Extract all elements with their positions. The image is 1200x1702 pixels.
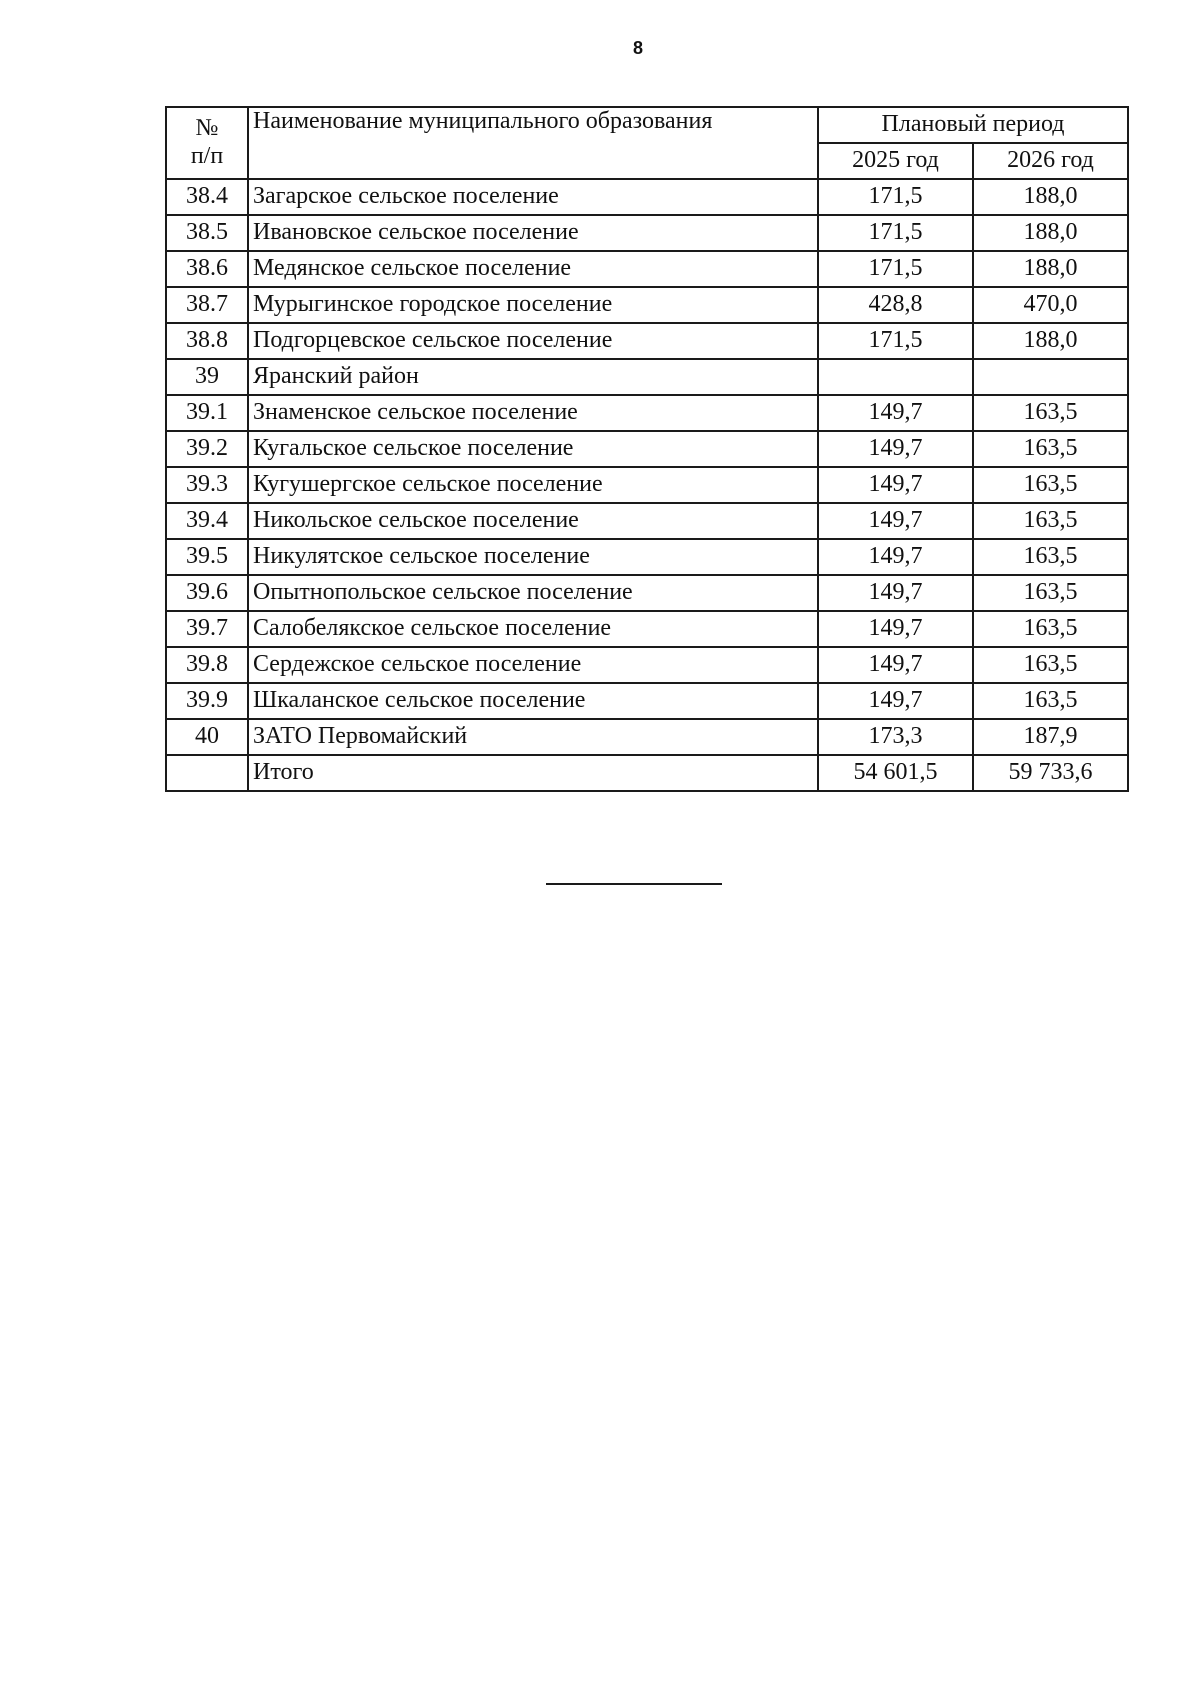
row-name-cell: Медянское сельское поселение (248, 251, 818, 287)
table-row (166, 395, 1128, 431)
row-value-2025-cell: 428,8 (818, 287, 973, 323)
row-value-2025-cell: 149,7 (818, 431, 973, 467)
row-value-2025-cell: 171,5 (818, 215, 973, 251)
row-name-cell: Подгорцевское сельское поселение (248, 323, 818, 359)
header-number-line1: № (195, 115, 219, 142)
table-row (166, 719, 1128, 755)
row-number-cell: 39.5 (166, 539, 248, 575)
row-name-cell: Знаменское сельское поселение (248, 395, 818, 431)
table-row (166, 323, 1128, 359)
table-header-row-1 (166, 107, 1128, 143)
row-value-2026-cell: 163,5 (973, 539, 1128, 575)
row-value-2026-cell: 188,0 (973, 251, 1128, 287)
row-value-2025-cell: 171,5 (818, 179, 973, 215)
row-name-cell: Салобелякское сельское поселение (248, 611, 818, 647)
row-name-cell: Никольское сельское поселение (248, 503, 818, 539)
row-value-2025-cell: 149,7 (818, 683, 973, 719)
row-value-2025-cell: 171,5 (818, 323, 973, 359)
closing-divider-line (546, 883, 722, 885)
row-value-2025-cell: 149,7 (818, 575, 973, 611)
row-value-2025-cell: 149,7 (818, 539, 973, 575)
header-number (166, 107, 248, 179)
table-row (166, 647, 1128, 683)
header-period-text: Плановый период (881, 111, 1065, 138)
table-row (166, 179, 1128, 215)
header-year-2025: 2025 год (818, 143, 973, 179)
header-period (818, 107, 1128, 143)
row-number-cell: 38.5 (166, 215, 248, 251)
row-value-2026-cell (973, 359, 1128, 395)
table-row (166, 755, 1128, 791)
row-number-cell: 39.8 (166, 647, 248, 683)
table-row (166, 215, 1128, 251)
row-value-2026-cell: 163,5 (973, 395, 1128, 431)
table-row (166, 467, 1128, 503)
row-value-2026-cell: 187,9 (973, 719, 1128, 755)
row-number-cell: 39.6 (166, 575, 248, 611)
table-row (166, 287, 1128, 323)
row-number-cell: 40 (166, 719, 248, 755)
row-number-cell: 39.3 (166, 467, 248, 503)
row-value-2025-cell: 149,7 (818, 395, 973, 431)
row-value-2026-cell: 188,0 (973, 179, 1128, 215)
row-name-cell: Итого (248, 755, 818, 791)
row-value-2026-cell: 163,5 (973, 575, 1128, 611)
header-name (248, 107, 818, 179)
row-number-cell: 38.6 (166, 251, 248, 287)
row-value-2025-cell: 54 601,5 (818, 755, 973, 791)
allocation-table (165, 106, 1129, 792)
header-number-line2: п/п (190, 143, 224, 169)
row-value-2026-cell: 163,5 (973, 503, 1128, 539)
table-row (166, 683, 1128, 719)
row-value-2026-cell: 163,5 (973, 683, 1128, 719)
row-number-cell: 39.2 (166, 431, 248, 467)
row-name-cell: ЗАТО Первомайский (248, 719, 818, 755)
row-name-cell: Яранский район (248, 359, 818, 395)
table-row (166, 575, 1128, 611)
row-value-2025-cell (818, 359, 973, 395)
row-number-cell: 39.9 (166, 683, 248, 719)
row-number-cell: 39.4 (166, 503, 248, 539)
header-year-2026: 2026 год (973, 143, 1128, 179)
row-value-2025-cell: 171,5 (818, 251, 973, 287)
row-value-2026-cell: 163,5 (973, 467, 1128, 503)
row-name-cell: Кугальское сельское поселение (248, 431, 818, 467)
row-value-2025-cell: 173,3 (818, 719, 973, 755)
row-value-2025-cell: 149,7 (818, 611, 973, 647)
row-number-cell: 38.7 (166, 287, 248, 323)
row-name-cell: Сердежское сельское поселение (248, 647, 818, 683)
row-name-cell: Мурыгинское городское поселение (248, 287, 818, 323)
table-row (166, 611, 1128, 647)
row-number-cell (166, 755, 248, 791)
row-name-cell: Ивановское сельское поселение (248, 215, 818, 251)
table-row (166, 359, 1128, 395)
table-row (166, 503, 1128, 539)
row-name-cell: Кугушергское сельское поселение (248, 467, 818, 503)
table-row (166, 251, 1128, 287)
row-value-2026-cell: 163,5 (973, 431, 1128, 467)
row-name-cell: Загарское сельское поселение (248, 179, 818, 215)
row-name-cell: Опытнопольское сельское поселение (248, 575, 818, 611)
row-value-2025-cell: 149,7 (818, 647, 973, 683)
row-name-cell: Шкаланское сельское поселение (248, 683, 818, 719)
row-name-cell: Никулятское сельское поселение (248, 539, 818, 575)
row-value-2026-cell: 163,5 (973, 647, 1128, 683)
row-value-2026-cell: 163,5 (973, 611, 1128, 647)
header-name-text: Наименование муниципального образования (253, 108, 713, 134)
row-value-2025-cell: 149,7 (818, 503, 973, 539)
page-number: 8 (632, 38, 643, 58)
row-value-2026-cell: 188,0 (973, 215, 1128, 251)
table-row (166, 431, 1128, 467)
row-number-cell: 38.4 (166, 179, 248, 215)
row-value-2025-cell: 149,7 (818, 467, 973, 503)
row-value-2026-cell: 59 733,6 (973, 755, 1128, 791)
row-value-2026-cell: 470,0 (973, 287, 1128, 323)
table-body (166, 179, 1128, 791)
data-table-container (165, 106, 1129, 792)
row-number-cell: 39.7 (166, 611, 248, 647)
row-value-2026-cell: 188,0 (973, 323, 1128, 359)
row-number-cell: 39.1 (166, 395, 248, 431)
row-number-cell: 39 (166, 359, 248, 395)
row-number-cell: 38.8 (166, 323, 248, 359)
table-row (166, 539, 1128, 575)
